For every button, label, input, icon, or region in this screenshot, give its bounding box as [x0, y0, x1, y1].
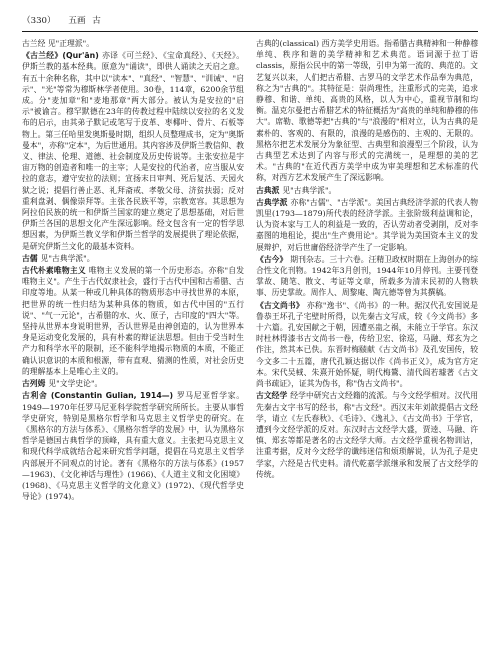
- entry-text: 罗马尼亚哲学家。1949—1970年任罗马尼亚科学院哲学研究所所长。主要从事哲学史研究，特别是黑格尔哲学和马克思主义哲学史的研究。在《黑格尔的方法与体系》、《黑格尔哲学的发展》中，认为黑格尔哲学是德国古典哲学的顶峰，具有重大意义。主张把马克思主义和现代科学成就结合起来研究哲学问题，提倡在马克思主义哲学内部展开不同观点的讨论。著有《黑格尔的方法与体系》(1957—1963)、《文化神话与理性》(1966)、《人道主义和文化困境》(1968)、《马克思主义哲学的文化意义》(1972)、《现代哲学史导论》(1974)。: [22, 391, 244, 502]
- dictionary-entry: [22, 265, 244, 377]
- entry-text: 亦译《可兰经》、《宝命真经》、《天经》。伊斯兰教的基本经典。原意为"诵读"，即供人诵读之天启之意。有五十余种名称，其中以"读本"、"真经"、"智慧"、"训诫"、"启示"、"光"等常为穆斯林学者使用。30卷，114章，6200余节组成。分"麦加章"和"麦地那章"两大部分。被认为是安拉的"启示"被谕言。穆罕默德在23年的传教过程中陆续以安拉的名义发布的启示，由其弟子默记或笔写于皮革、枣椰叶、骨片、石板等物上。第三任哈里发奥斯曼时期，组织人员整理成书，定为"奥斯曼本"，亦称"定本"，为后世通用。其内容涉及伊斯兰教信仰、教义、律法、伦理、道德、社会制度及历史传说等。主张安拉是宇宙万物的创造者和唯一的主宰；人是安拉的代治者，应当服从安拉的意志，遵守安拉的法则；宣扬末日审判、死后复活、天园火狱之说；提倡行善止恶、礼拜斋戒、孝敬父母、济贫扶弱；反对重利盘剥、偶像崇拜等。主张各民族平等，宗教宽容。其思想为阿拉伯民族的统一和伊斯兰国家的建立奠定了思想基础，对后世伊斯兰各国的思想文化产生深远影响。经文包含有一定的哲学思想因素，为伊斯兰教义学和伊斯兰哲学的发展提供了理论依据，是研究伊斯兰文化的最基本资料。: [22, 51, 244, 251]
- entry-headword: 古文经学: [256, 391, 288, 401]
- page-number: （330）: [22, 16, 56, 26]
- dictionary-entry: [22, 38, 244, 49]
- dictionary-entry: [22, 253, 244, 264]
- dictionary-entry: [22, 50, 244, 252]
- entry-headword: 古利舍 (Constantin Gulian, 1914—): [22, 391, 174, 401]
- header-rule: [22, 31, 478, 32]
- entry-text: 见"古典学派"。: [282, 185, 337, 195]
- entry-headword: 《古今》: [256, 254, 288, 264]
- entry-text: 期刊杂志。三十六卷。汪精卫政权时期在上海创办的综合性文化刊物。1942年3月创刊，1944年10月停刊。主要刊登掌故、随笔、散文、考证等文章，所载多为清末民初的人物轶事、历史掌故。周作人、周黎庵、陶亢德等曾为其撰稿。: [256, 254, 478, 298]
- dictionary-entry: [256, 300, 478, 390]
- entry-text: 亦称"古儒"、"古学派"。美国古典经济学派的代表人物凯里(1793—1879)所代表的经济学派。主张阶级利益调和论，认为资本家与工人的利益是一致的，否认劳动者受剥削，反对李嘉图的地租论，提出"生产费用论"。其学说为美国资本主义的发展辩护，对后世庸俗经济学产生了一定影响。: [256, 197, 478, 252]
- entry-text: 经学中研究古文经籍的流派。与今文经学相对。汉代用先秦古文字书写的经书，称"古文经"。西汉末年刘歆提倡古文经学，请立《左氏春秋》、《毛诗》、《逸礼》、《古文尚书》于学官，遭到今文经学派的反对。东汉时古文经学大盛，贾逵、马融、许慎、郑玄等都是著名的古文经学大师。古文经学重视名物训诂，注重考据，反对今文经学的谶纬迷信和烦琐解说，认为孔子是史学家，六经是古代史料。清代乾嘉学派继承和发展了古文经学的传统。: [256, 391, 478, 479]
- left-column: [22, 38, 244, 636]
- entry-headword: 古儒: [22, 253, 38, 263]
- entry-headword: 《古兰经》(Qur'ān): [22, 51, 99, 61]
- entry-headword: 古典派: [256, 185, 280, 195]
- entry-text: 亦称"逸书"、《尚书》的一种。据汉代孔安国说是鲁恭王坏孔子宅壁时所得，以先秦古文写成，较《今文尚书》多十六篇。孔安国献之于朝，因遭巫蛊之祸，未能立于学官。东汉时杜林得漆书古文尚书一卷，传给卫宏、徐巡，马融、郑玄为之作注，然其本已佚。东晋时梅赜献《古文尚书》及孔安国传，较今文多二十五篇，唐代孔颖达据以作《尚书正义》，成为官方定本。宋代吴棫、朱熹开始怀疑，明代梅鷟、清代阎若璩著《古文尚书疏证》，证其为伪书，称"伪古文尚书"。: [256, 300, 478, 389]
- dictionary-entry: [256, 390, 478, 480]
- entry-text: 见"文学史论"。: [48, 379, 103, 389]
- entry-headword: 古典学派: [256, 197, 288, 207]
- page-number-value: 330: [30, 16, 48, 26]
- dictionary-entry: [22, 390, 244, 502]
- entry-headword: 古列姆: [22, 379, 46, 389]
- running-header: [22, 14, 478, 28]
- entry-text: 唯物主义发展的第一个历史形态。亦称"自发唯物主义"。产生于古代奴隶社会，盛行于古代中国和古希腊、古印度等地。从某一种或几种具体的物质形态中寻找世界的本原，把世界的统一性归结为某种具体的物质，如古代中国的"五行说"、"气一元论"，古希腊的水、火、原子，古印度的"四大"等。坚持从世界本身说明世界，否认世界是由神创造的，认为世界本身是运动变化发展的，具有朴素的辩证法思想。但由于受当时生产力和科学水平的限制，还不能科学地揭示物质的本质，不能正确认识意识的本质和根源，带有直观、猜测的性质，对社会历史的理解基本上是唯心主义的。: [22, 266, 244, 376]
- entry-headword: 古代朴素唯物主义: [22, 266, 86, 276]
- dictionary-entry: [22, 378, 244, 389]
- section-label: 五画: [68, 16, 86, 26]
- section-char: 古: [92, 16, 101, 26]
- entry-text: 古兰经 见"正理派"。: [22, 39, 95, 48]
- dictionary-entry: [256, 197, 478, 253]
- entry-text: 古典的(classical) 西方美学史用语。指希腊古典精神和一种静穆单纯、秩序和谐的美学精神和艺术典范。语词源于拉丁语classis，原指公民中的第一等级，引申为第一流的、典范的。文艺复兴以来，人们把古希腊、古罗马的文学艺术作品奉为典范，称之为"古典的"。其特征是：崇尚理性，注重形式的完美，追求静穆、和谐、单纯、高贵的风格，以人为中心，重视节制和均衡。温克尔曼把古希腊艺术的特征概括为"高贵的单纯和静穆的伟大"。席勒、歌德等把"古典的"与"浪漫的"相对立，认为古典的是素朴的、客观的、有限的，浪漫的是感伤的、主观的、无限的。黑格尔把艺术发展分为象征型、古典型和浪漫型三个阶段，认为古典型艺术达到了内容与形式的完满统一，是理想的美的艺术。"古典的"在近代西方美学中成为审美理想和艺术标准的代称，对西方艺术发展产生了深远影响。: [256, 39, 478, 183]
- dictionary-entry: [256, 254, 478, 299]
- entry-text: 见"古典学派"。: [40, 253, 95, 263]
- dictionary-entry: [256, 185, 478, 196]
- dictionary-entry: [256, 38, 478, 184]
- right-column: [256, 38, 478, 636]
- entry-headword: 《古文尚书》: [256, 300, 304, 310]
